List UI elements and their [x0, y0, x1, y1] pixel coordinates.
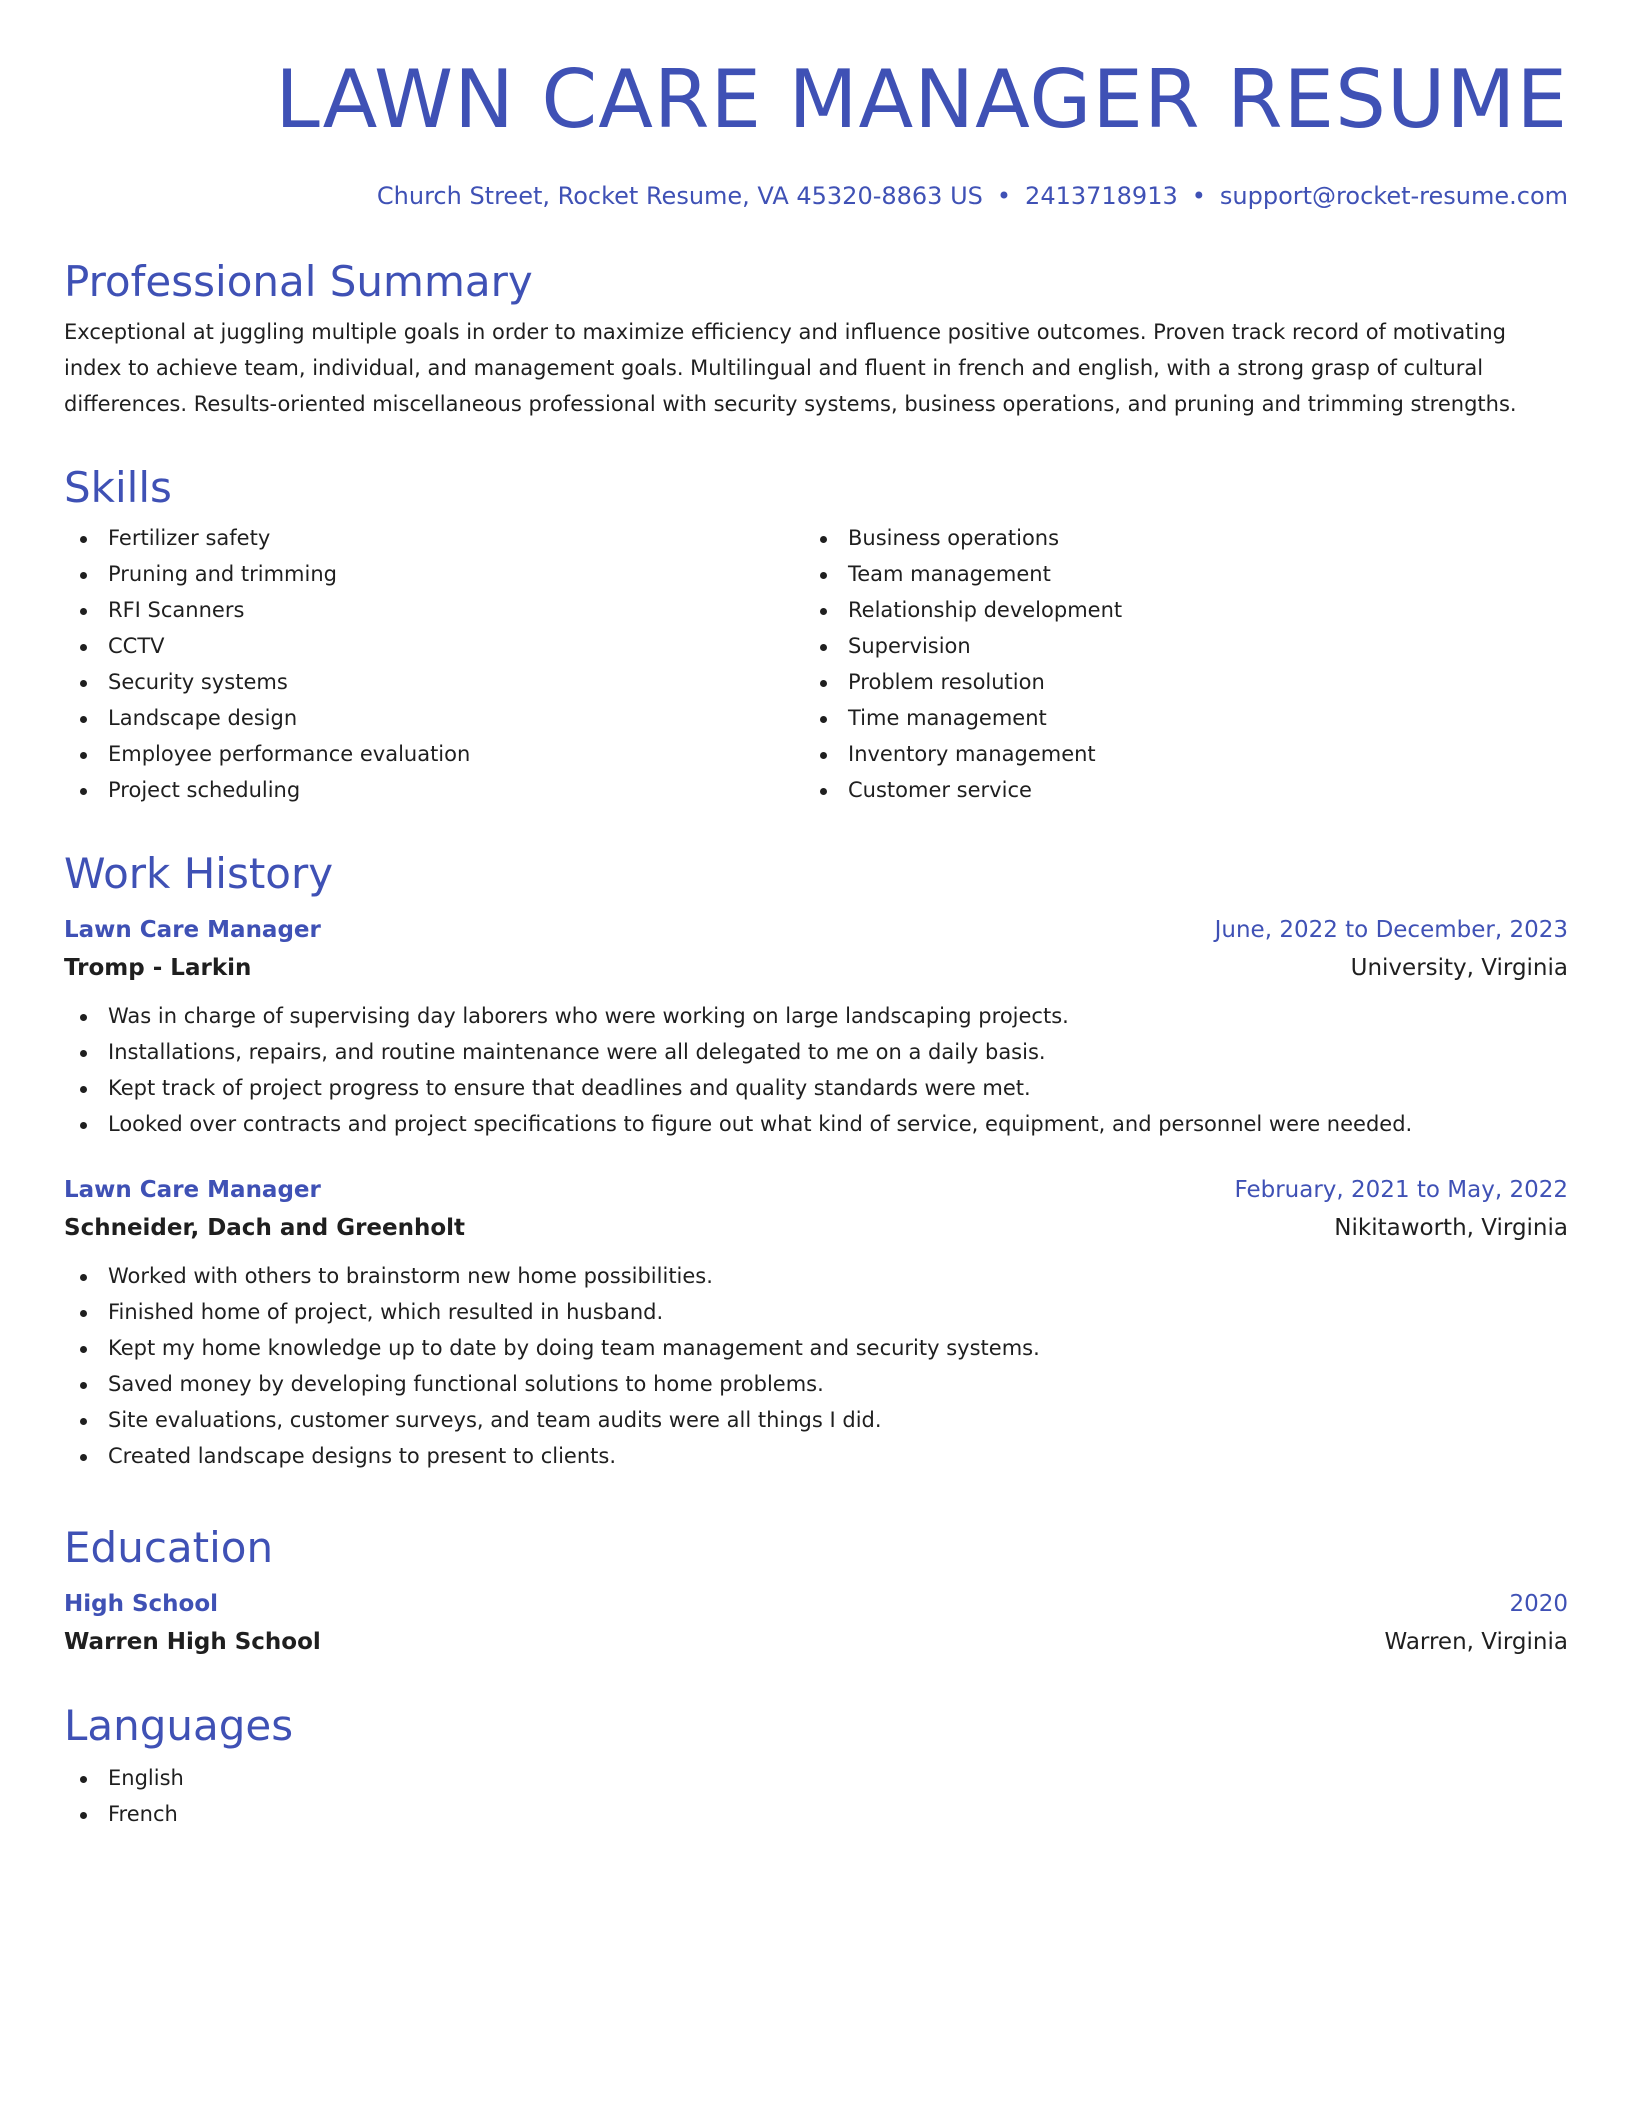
education-entry — [64, 1586, 1568, 1662]
job-bullet: Saved money by developing functional solutions to home problems. — [64, 1366, 1568, 1402]
education-school-row — [64, 1622, 1568, 1662]
languages-section — [64, 1700, 1568, 1832]
job-title: Lawn Care Manager — [64, 917, 321, 943]
job-title: Lawn Care Manager — [64, 1177, 321, 1203]
work-heading: Work History — [64, 849, 334, 898]
languages-list — [64, 1760, 1568, 1832]
job-bullets — [64, 1258, 1568, 1474]
job-bullet: Kept my home knowledge up to date by doing team management and security systems. — [64, 1330, 1568, 1366]
skill-item: Fertilizer safety — [64, 520, 804, 556]
job-location: University, Virginia — [1350, 955, 1568, 981]
skills-columns — [64, 520, 1568, 808]
skill-item: Project scheduling — [64, 772, 804, 808]
contact-phone: 2413718913 — [1025, 182, 1178, 210]
skill-item: CCTV — [64, 628, 804, 664]
job-bullet: Installations, repairs, and routine maintenance were all delegated to me on a daily basis. — [64, 1034, 1568, 1070]
education-school: Warren High School — [64, 1629, 321, 1655]
skills-column-left — [64, 520, 804, 808]
job-company: Schneider, Dach and Greenholt — [64, 1215, 466, 1241]
job-header-row — [64, 912, 1568, 948]
languages-heading: Languages — [64, 1701, 294, 1750]
education-location: Warren, Virginia — [1384, 1629, 1568, 1655]
education-section — [64, 1522, 1568, 1662]
skills-heading: Skills — [64, 463, 172, 512]
job-dates: June, 2022 to December, 2023 — [1214, 917, 1568, 943]
contact-separator: • — [996, 182, 1012, 210]
skill-item: Business operations — [804, 520, 1544, 556]
job-bullet: Kept track of project progress to ensure that deadlines and quality standards were met. — [64, 1070, 1568, 1106]
job-bullet: Was in charge of supervising day laborers who were working on large landscaping projects. — [64, 998, 1568, 1034]
skill-item: Landscape design — [64, 700, 804, 736]
job-bullet: Finished home of project, which resulted in husband. — [64, 1294, 1568, 1330]
contact-email[interactable]: support@rocket-resume.com — [1219, 182, 1568, 210]
resume-title: LAWN CARE MANAGER RESUME — [275, 53, 1568, 146]
skill-item: Relationship development — [804, 592, 1544, 628]
job-entry — [64, 1172, 1568, 1474]
contact-separator: • — [1191, 182, 1206, 210]
job-bullets — [64, 998, 1568, 1142]
skill-item: Inventory management — [804, 736, 1544, 772]
skill-item: Team management — [804, 556, 1544, 592]
skill-item: Customer service — [804, 772, 1544, 808]
work-section — [64, 848, 1568, 1474]
job-header-row — [64, 1172, 1568, 1208]
job-bullet: Worked with others to brainstorm new home possibilities. — [64, 1258, 1568, 1294]
language-item: French — [64, 1796, 1568, 1832]
skills-list-left — [64, 520, 804, 808]
contact-address: Church Street, Rocket Resume, VA 45320-8863 US — [376, 182, 983, 210]
skill-item: Time management — [804, 700, 1544, 736]
summary-text: Exceptional at juggling multiple goals in order to maximize efficiency and influence positive outcomes. Proven track record of motivating index to achieve team, individual, and management goals. Multilingual and fluent in french and english, with a strong grasp of cultural differences. Results-oriented miscellaneous professional with security systems, business operations, and pruning and trimming strengths. — [64, 320, 1517, 416]
skill-item: Supervision — [804, 628, 1544, 664]
job-bullet: Site evaluations, customer surveys, and team audits were all things I did. — [64, 1402, 1568, 1438]
education-header-row — [64, 1586, 1568, 1622]
skill-item: Employee performance evaluation — [64, 736, 804, 772]
job-bullet: Looked over contracts and project specifications to figure out what kind of service, equipment, and personnel were needed. — [64, 1106, 1568, 1142]
skill-item: RFI Scanners — [64, 592, 804, 628]
skills-column-right — [804, 520, 1544, 808]
job-entry — [64, 912, 1568, 1142]
summary-section — [64, 256, 1568, 422]
skill-item: Problem resolution — [804, 664, 1544, 700]
summary-heading: Professional Summary — [64, 257, 533, 306]
skills-section — [64, 462, 1568, 808]
education-year: 2020 — [1509, 1591, 1568, 1617]
language-item: English — [64, 1760, 1568, 1796]
job-company-row — [64, 1208, 1568, 1248]
education-degree: High School — [64, 1591, 219, 1617]
job-dates: February, 2021 to May, 2022 — [1234, 1177, 1568, 1203]
contact-line — [377, 180, 1568, 212]
skill-item: Security systems — [64, 664, 804, 700]
skill-item: Pruning and trimming — [64, 556, 804, 592]
job-location: Nikitaworth, Virginia — [1334, 1215, 1568, 1241]
education-heading: Education — [64, 1523, 274, 1572]
skills-list-right — [804, 520, 1544, 808]
job-company-row — [64, 948, 1568, 988]
job-bullet: Created landscape designs to present to clients. — [64, 1438, 1568, 1474]
job-company: Tromp - Larkin — [64, 955, 252, 981]
